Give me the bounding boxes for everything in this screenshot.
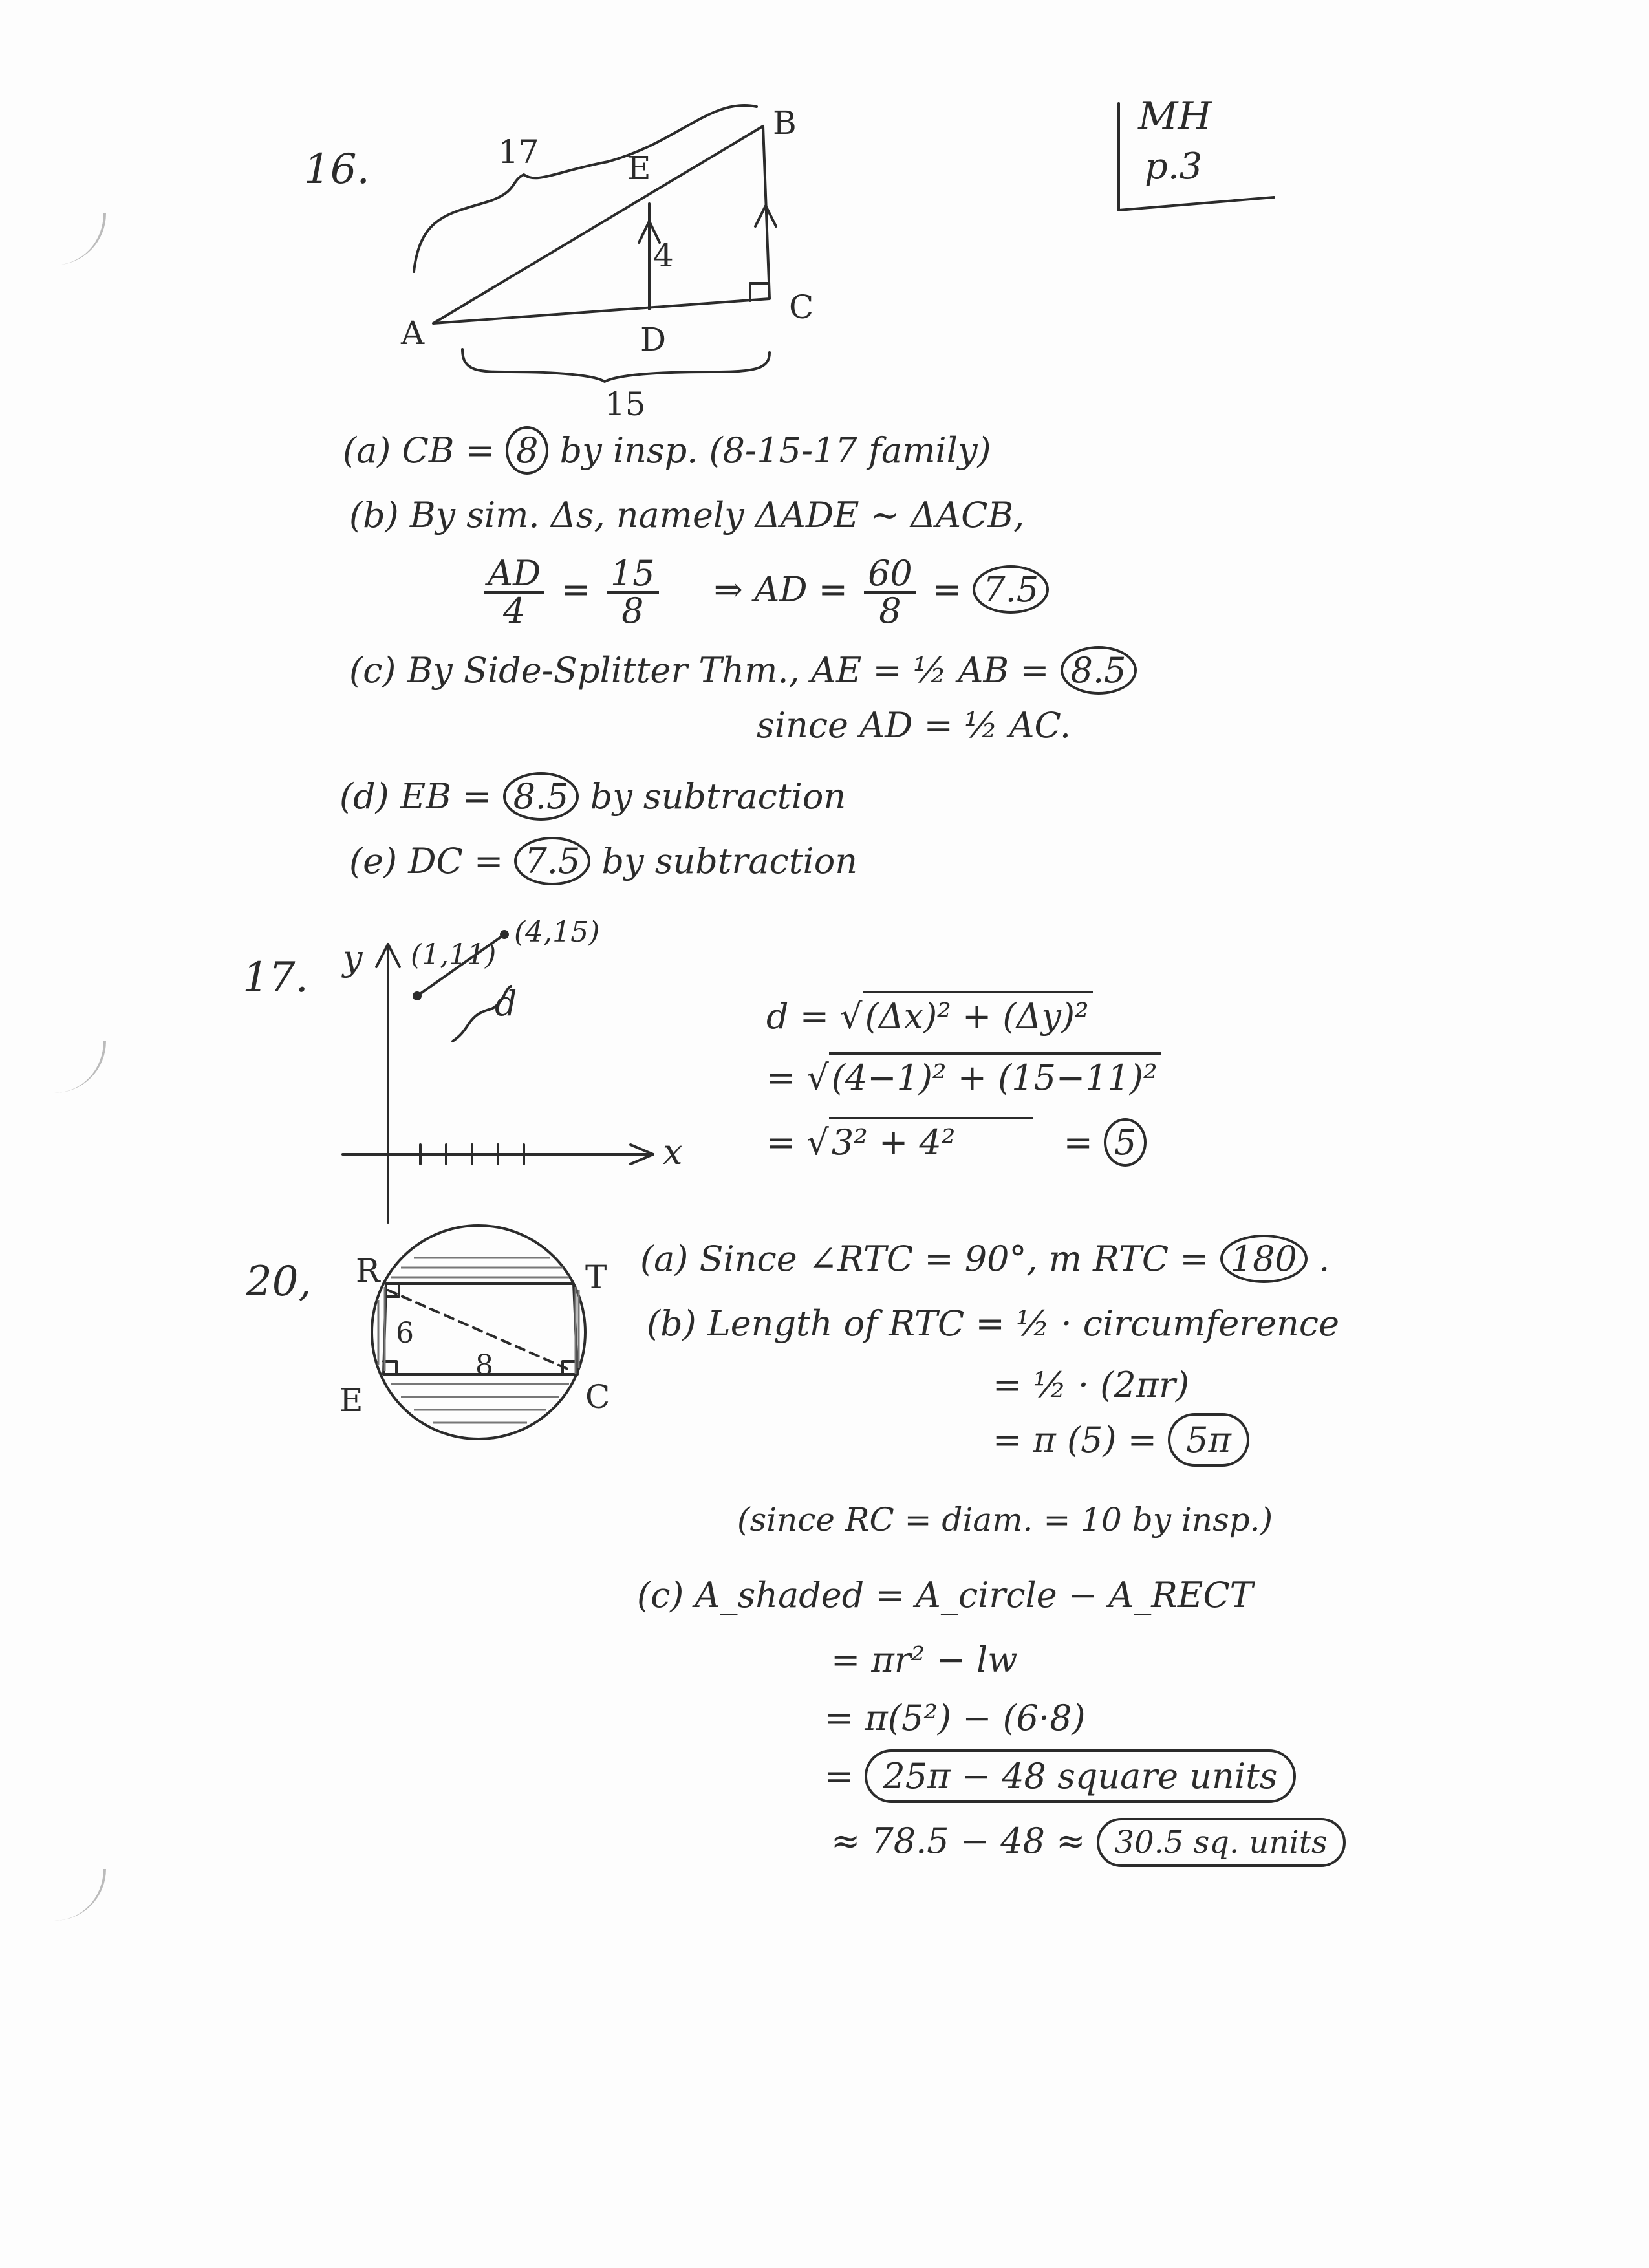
- answer-20b-note: (since RC = diam. = 10 by insp.): [737, 1501, 1273, 1539]
- answer-20c-line4: = 25π − 48 square units: [824, 1759, 1296, 1794]
- label-a: A: [401, 314, 425, 352]
- fraction-60-8: $\frac{60}{8}$: [864, 556, 916, 629]
- brace-17: [414, 105, 757, 272]
- answer-16e: (e) DC = 7.5 by subtraction: [349, 844, 857, 879]
- answer-16b-value: 7.5: [973, 565, 1049, 614]
- point-1-11: [413, 991, 422, 1000]
- triangle-abc: [433, 126, 770, 323]
- answer-20c-line3: = π(5²) − (6·8): [824, 1698, 1086, 1738]
- header-page: p.3: [1145, 146, 1203, 188]
- answer-20b-value: 5π: [1168, 1413, 1249, 1467]
- label-c: C: [585, 1378, 610, 1416]
- point-1-11-label: (1,11): [411, 938, 497, 971]
- label-8: 8: [475, 1349, 493, 1382]
- label-d: D: [640, 321, 667, 358]
- answer-16e-value: 7.5: [514, 837, 590, 885]
- answer-20c-exact: 25π − 48 square units: [865, 1749, 1295, 1803]
- label-6: 6: [396, 1317, 414, 1350]
- distance-line2: = √(4−1)² + (15−11)²: [766, 1061, 1161, 1096]
- axis-x-label: x: [663, 1132, 683, 1172]
- answer-20b-line2: = ½ · (2πr): [993, 1365, 1190, 1405]
- answer-20c-line5: ≈ 78.5 − 48 ≈ 30.5 sq. units: [831, 1824, 1346, 1859]
- answer-20c-approx: 30.5 sq. units: [1097, 1818, 1346, 1867]
- problem-17-number: 17.: [242, 954, 308, 1002]
- problem-20-number: 20,: [246, 1258, 312, 1306]
- header-box-bottom: [1119, 197, 1274, 210]
- fraction-ad-4: $\frac{AD}{4}$: [484, 556, 544, 629]
- label-t: T: [585, 1258, 607, 1296]
- answer-16b-line1: (b) By sim. Δs, namely ΔADE ~ ΔACB,: [349, 495, 1025, 535]
- answer-16a-prefix: (a) CB =: [343, 430, 495, 471]
- answer-16d: (d) EB = 8.5 by subtraction: [339, 779, 846, 814]
- answer-20c-line2: = πr² − lw: [831, 1639, 1018, 1680]
- answer-16a-suffix: by insp. (8-15-17 family): [559, 430, 991, 471]
- answer-20a: (a) Since ∠RTC = 90°, m RTC = 180 .: [640, 1242, 1330, 1277]
- label-17: 17: [498, 133, 539, 171]
- answer-16c-value: 8.5: [1061, 646, 1137, 695]
- label-b: B: [773, 104, 797, 142]
- answer-16c-line1: (c) By Side-Splitter Thm., AE = ½ AB = 8.5: [349, 653, 1137, 688]
- label-15: 15: [605, 385, 646, 423]
- fraction-15-8: $\frac{15}{8}$: [607, 556, 659, 629]
- label-e: E: [339, 1381, 363, 1419]
- distance-d-label: d: [495, 983, 517, 1024]
- distance-line1: d = √(Δx)² + (Δy)²: [766, 999, 1093, 1034]
- label-r: R: [356, 1252, 380, 1290]
- answer-16a-value: 8: [506, 426, 548, 475]
- answer-16b-line2: $\frac{AD}{4}$ = $\frac{15}{8}$ ⇒ AD = $\frac{60}{8}$ = 7.5: [479, 556, 1049, 629]
- answer-16d-value: 8.5: [503, 772, 579, 821]
- answer-20b-line3: = π (5) = 5π: [993, 1423, 1249, 1458]
- label-4: 4: [653, 237, 674, 274]
- answer-16c-line2: since AD = ½ AC.: [757, 705, 1072, 746]
- brace-15: [462, 349, 770, 382]
- point-4-15: [500, 930, 509, 939]
- answer-20a-value: 180: [1220, 1235, 1308, 1283]
- axis-y-label: y: [343, 938, 363, 978]
- header-initials: MH: [1138, 94, 1212, 139]
- label-c: C: [789, 288, 814, 326]
- answer-17-value: 5: [1104, 1118, 1147, 1167]
- point-4-15-label: (4,15): [514, 916, 600, 949]
- distance-line3: = √3² + 4² = 5: [766, 1125, 1147, 1160]
- answer-16a: [343, 430, 991, 471]
- label-e: E: [627, 149, 651, 187]
- problem-16-number: 16.: [304, 146, 370, 193]
- answer-20c-line1: (c) A_shaded = A_circle − A_RECT: [637, 1575, 1253, 1615]
- answer-20b-line1: (b) Length of RTC = ½ · circumference: [647, 1303, 1340, 1344]
